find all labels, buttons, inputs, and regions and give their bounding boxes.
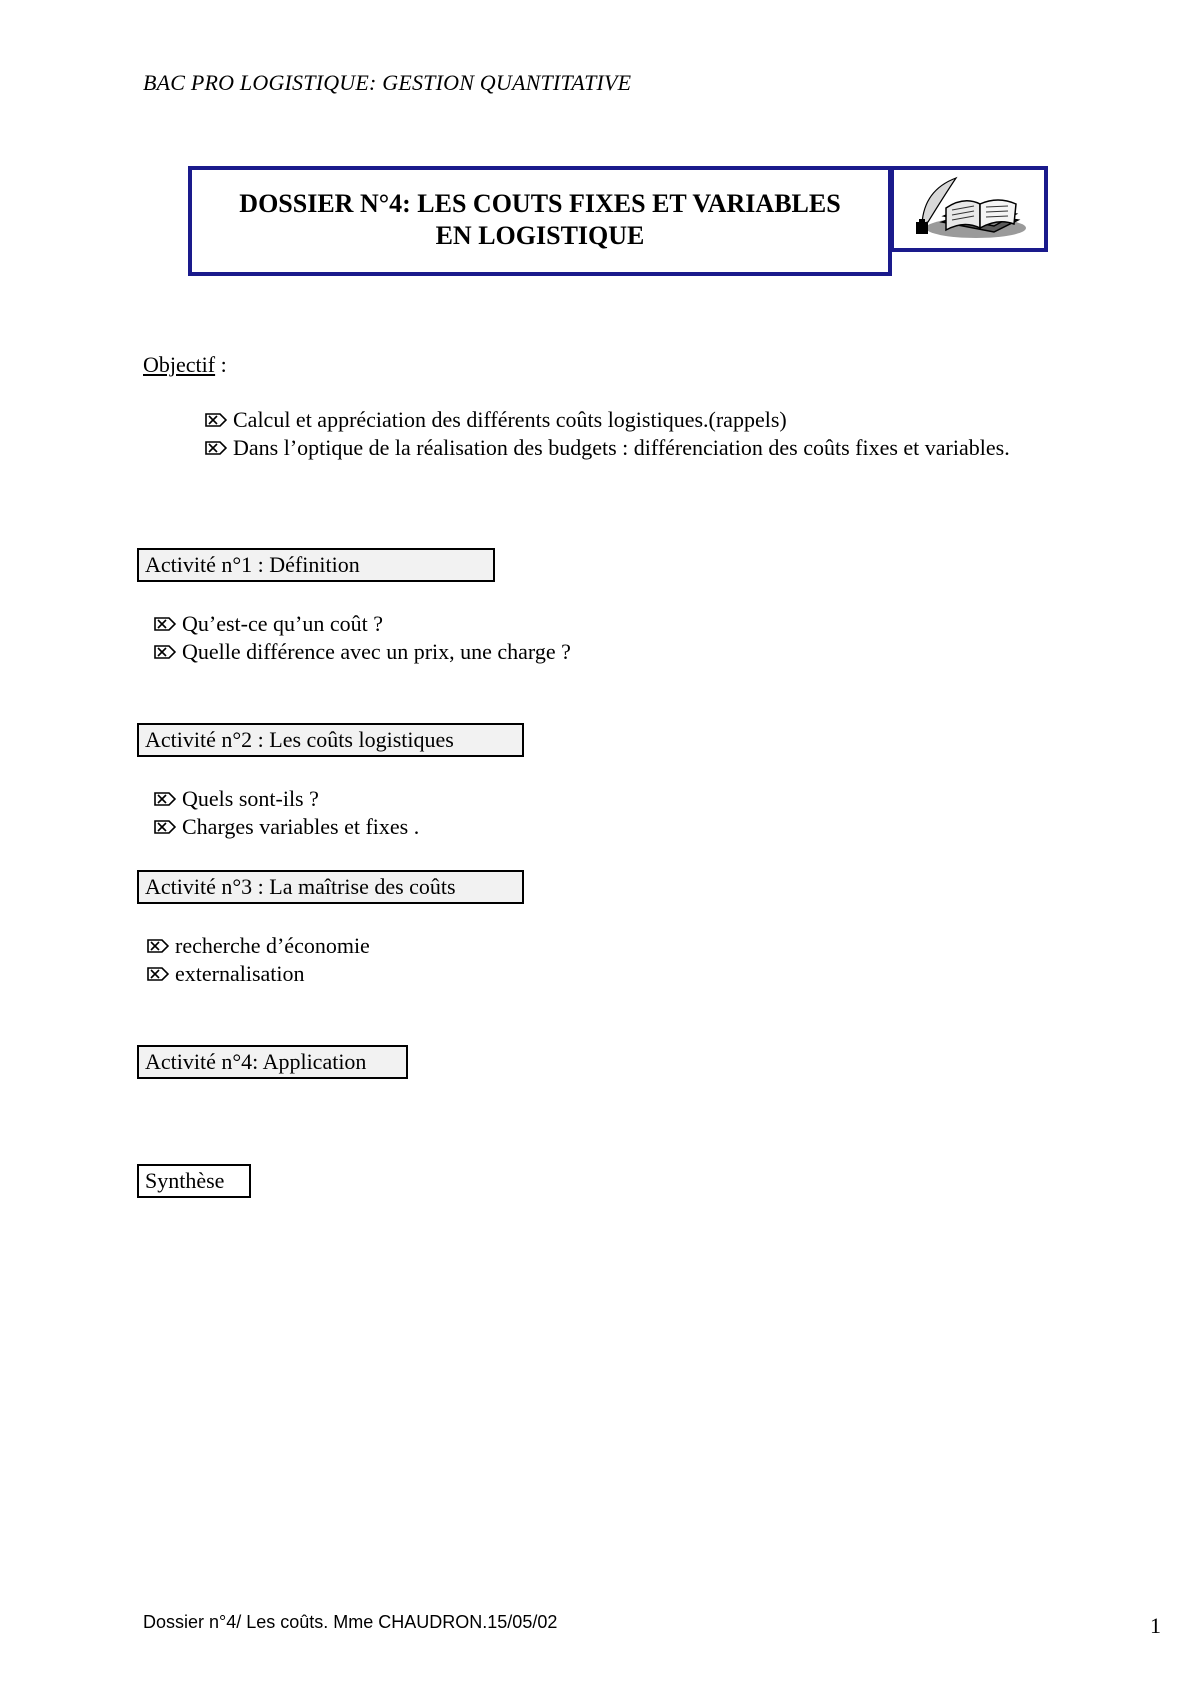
objectif-list bbox=[205, 406, 1010, 462]
objectif-label: Objectif bbox=[143, 352, 216, 377]
checkbox-cross-icon bbox=[154, 820, 176, 834]
activity-2-list bbox=[154, 785, 419, 841]
list-item: Qu’est-ce qu’un coût ? bbox=[154, 610, 571, 638]
activity-3-title: Activité n°3 : La maîtrise des coûts bbox=[137, 870, 524, 904]
synthese-title: Synthèse bbox=[137, 1164, 251, 1198]
checkbox-cross-icon bbox=[154, 617, 176, 631]
book-and-quill-icon bbox=[890, 166, 1048, 252]
activity-2-title: Activité n°2 : Les coûts logistiques bbox=[137, 723, 524, 757]
activity-4-title: Activité n°4: Application bbox=[137, 1045, 408, 1079]
checkbox-cross-icon bbox=[147, 967, 169, 981]
activity-1-list bbox=[154, 610, 571, 666]
list-item: Quels sont-ils ? bbox=[154, 785, 419, 813]
list-item: Dans l’optique de la réalisation des budgets : différenciation des coûts fixes et variables. bbox=[205, 434, 1010, 462]
checkbox-cross-icon bbox=[154, 792, 176, 806]
list-item: Charges variables et fixes . bbox=[154, 813, 419, 841]
activity-1-title: Activité n°1 : Définition bbox=[137, 548, 495, 582]
dossier-title-line-2: EN LOGISTIQUE bbox=[435, 221, 645, 250]
objectif-colon: : bbox=[215, 352, 227, 377]
list-item: recherche d’économie bbox=[147, 932, 370, 960]
page-number: 1 bbox=[1150, 1613, 1161, 1638]
dossier-title-box bbox=[188, 166, 892, 276]
document-footer: Dossier n°4/ Les coûts. Mme CHAUDRON.15/05/02 bbox=[143, 1612, 558, 1632]
checkbox-cross-icon bbox=[154, 645, 176, 659]
objectif-heading bbox=[143, 352, 227, 378]
dossier-title-line-1: DOSSIER N°4: LES COUTS FIXES ET VARIABLES bbox=[239, 189, 841, 218]
document-header: BAC PRO LOGISTIQUE: GESTION QUANTITATIVE bbox=[143, 70, 632, 95]
checkbox-cross-icon bbox=[147, 939, 169, 953]
activity-3-list bbox=[147, 932, 370, 988]
checkbox-cross-icon bbox=[205, 441, 227, 455]
list-item: externalisation bbox=[147, 960, 370, 988]
checkbox-cross-icon bbox=[205, 413, 227, 427]
list-item: Calcul et appréciation des différents coûts logistiques.(rappels) bbox=[205, 406, 1010, 434]
list-item: Quelle différence avec un prix, une charge ? bbox=[154, 638, 571, 666]
